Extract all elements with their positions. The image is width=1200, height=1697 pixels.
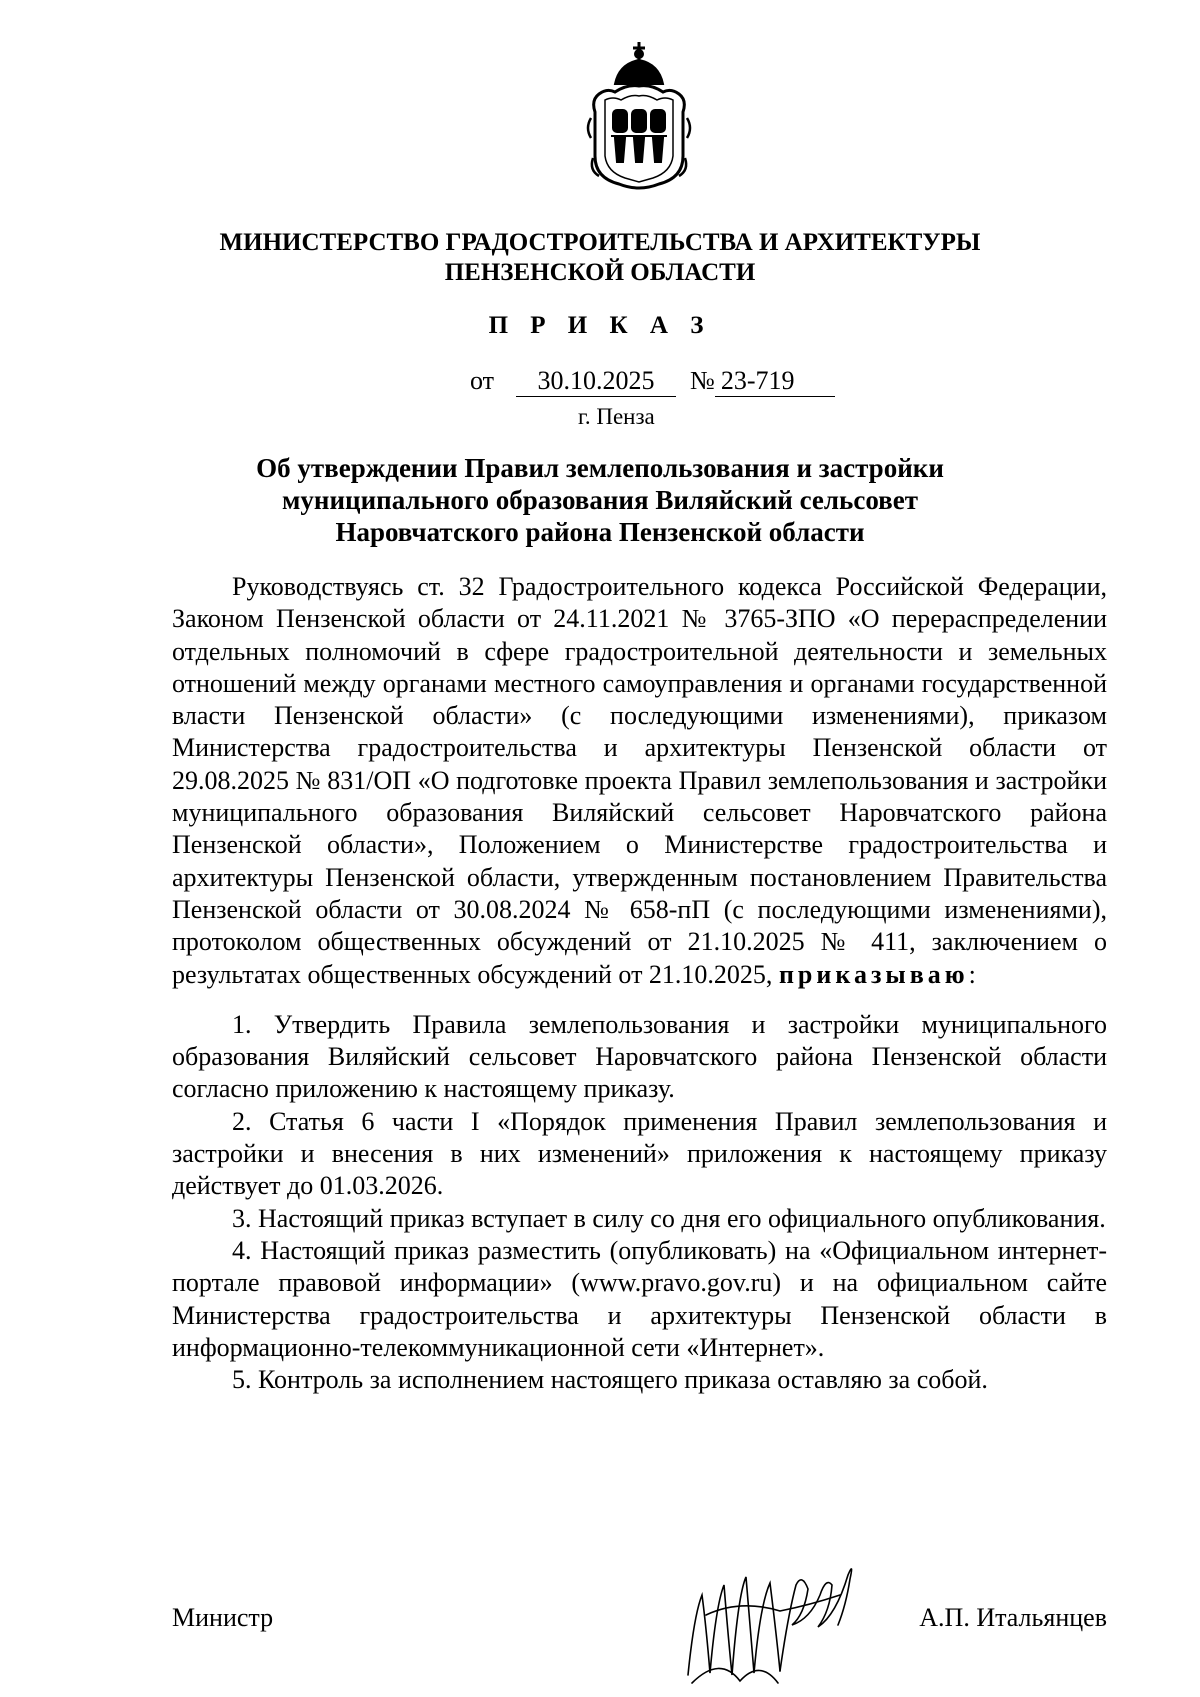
- order-item: 5. Контроль за исполнением настоящего приказа оставляю за собой.: [232, 1365, 988, 1395]
- city-label: г. Пенза: [578, 404, 655, 429]
- order-date: 30.10.2025: [516, 366, 676, 397]
- order-item: 4. Настоящий приказ разместить (опубликовать) на «Официальном интернет-портале правовой информации» (www.pravo.gov.ru) и на официальном сайте Министерства градостроительства и архитектуры Пензенской области в информационно-телекоммуникационной сети «Интернет».: [172, 1235, 1107, 1362]
- ministry-name: [100, 228, 1100, 288]
- preamble-paragraph: [172, 571, 1107, 991]
- order-subject: [150, 452, 1050, 548]
- order-item: 1. Утвердить Правила землепользования и застройки муниципального образования Виляйский сельсовет Наровчатского района Пензенской области согласно приложению к настоящему приказу.: [172, 1009, 1107, 1104]
- ministry-name-line1: МИНИСТЕРСТВО ГРАДОСТРОИТЕЛЬСТВА И АРХИТЕКТУРЫ: [219, 229, 981, 256]
- date-prefix: от: [470, 366, 495, 395]
- subject-line3: Наровчатского района Пензенской области: [335, 517, 865, 547]
- number-prefix: №: [690, 366, 715, 395]
- subject-line1: Об утверждении Правил землепользования и застройки: [256, 453, 944, 483]
- preamble-text: Руководствуясь ст. 32 Градостроительного кодекса Российской Федерации, Законом Пензенской области от 24.11.2021 № 3765-ЗПО «О перераспределении отдельных полномочий в сфере градостроительной деятельности и земельных отношений между органами местного самоуправления и органами государственной власти Пензенской области» (с последующими изменениями), приказом Министерства градостроительства и архитектуры Пензенской области от 29.08.2025 № 831/ОП «О подготовке проекта Правил землепользования и застройки муниципального образования Виляйский сельсовет Наровчатского района Пензенской области», Положением о Министерстве градостроительства и архитектуры Пензенской области, утвержденным постановлением Правительства Пензенской области от 30.08.2024 № 658-пП (с последующими изменениями), протоколом общественных обсуждений от 21.10.2025 № 411, заключением о результатах общественных обсуждений от 21.10.2025,: [172, 572, 1107, 989]
- handwritten-signature: [680, 1555, 860, 1690]
- decree-word: приказываю: [778, 959, 969, 989]
- preamble-colon: :: [968, 959, 976, 989]
- order-item: 2. Статья 6 части I «Порядок применения Правил землепользования и застройки и внесения в них изменений» приложения к настоящему приказу действует до 01.03.2026.: [172, 1106, 1107, 1201]
- date-number-line: [470, 366, 835, 397]
- coat-of-arms-emblem: [585, 38, 693, 196]
- order-items: [172, 1009, 1107, 1397]
- order-item: 3. Настоящий приказ вступает в силу со дня его официального опубликования.: [232, 1203, 1106, 1233]
- ministry-name-line2: ПЕНЗЕНСКОЙ ОБЛАСТИ: [444, 259, 756, 286]
- subject-line2: муниципального образования Виляйский сельсовет: [282, 485, 918, 515]
- document-body: [172, 571, 1107, 1396]
- signer-title: Министр: [172, 1603, 274, 1632]
- signer-name: А.П. Итальянцев: [919, 1603, 1107, 1632]
- order-number: 23-719: [715, 366, 835, 397]
- document-type-title: П Р И К А З: [488, 312, 712, 339]
